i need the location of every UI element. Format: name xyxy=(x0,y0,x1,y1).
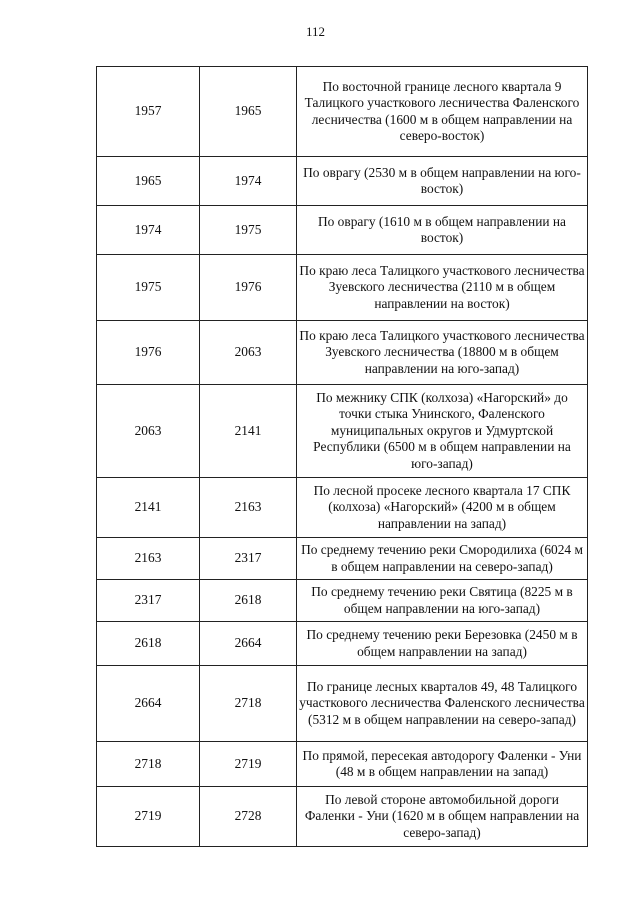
point-to-cell: 2141 xyxy=(200,385,297,478)
table-row xyxy=(97,157,588,206)
description-cell: По среднему течению реки Березовка (2450 м в общем направлении на запад) xyxy=(297,622,588,666)
point-to-cell: 2664 xyxy=(200,622,297,666)
point-to-cell: 2728 xyxy=(200,787,297,847)
point-to-cell: 2063 xyxy=(200,321,297,385)
point-to-cell: 2618 xyxy=(200,580,297,622)
point-from-cell: 2163 xyxy=(97,538,200,580)
point-from-cell: 1957 xyxy=(97,67,200,157)
table-row xyxy=(97,321,588,385)
point-to-cell: 1974 xyxy=(200,157,297,206)
description-cell: По прямой, пересекая автодорогу Фаленки - Уни (48 м в общем направлении на запад) xyxy=(297,742,588,787)
table-row xyxy=(97,478,588,538)
description-cell: По среднему течению реки Смородилиха (6024 м в общем направлении на северо-запад) xyxy=(297,538,588,580)
table-row xyxy=(97,742,588,787)
description-cell: По межнику СПК (колхоза) «Нагорский» до точки стыка Унинского, Фаленского муниципальных округов и Удмуртской Республики (6500 м в общем направлении на юго-запад) xyxy=(297,385,588,478)
table-row xyxy=(97,385,588,478)
description-cell: По лесной просеке лесного квартала 17 СПК (колхоза) «Нагорский» (4200 м в общем направлении на запад) xyxy=(297,478,588,538)
table-row xyxy=(97,580,588,622)
point-to-cell: 1965 xyxy=(200,67,297,157)
point-from-cell: 2063 xyxy=(97,385,200,478)
page-number: 112 xyxy=(305,24,326,39)
point-to-cell: 1975 xyxy=(200,206,297,255)
point-to-cell: 1976 xyxy=(200,255,297,321)
point-to-cell: 2719 xyxy=(200,742,297,787)
point-to-cell: 2317 xyxy=(200,538,297,580)
description-cell: По восточной границе лесного квартала 9 Талицкого участкового лесничества Фаленского лесничества (1600 м в общем направлении на северо-восток) xyxy=(297,67,588,157)
point-from-cell: 2317 xyxy=(97,580,200,622)
point-from-cell: 2719 xyxy=(97,787,200,847)
description-cell: По левой стороне автомобильной дороги Фаленки - Уни (1620 м в общем направлении на северо-запад) xyxy=(297,787,588,847)
description-cell: По оврагу (1610 м в общем направлении на восток) xyxy=(297,206,588,255)
description-cell: По среднему течению реки Святица (8225 м в общем направлении на юго-запад) xyxy=(297,580,588,622)
table-row xyxy=(97,255,588,321)
point-from-cell: 2141 xyxy=(97,478,200,538)
point-to-cell: 2163 xyxy=(200,478,297,538)
point-to-cell: 2718 xyxy=(200,666,297,742)
point-from-cell: 2718 xyxy=(97,742,200,787)
point-from-cell: 2664 xyxy=(97,666,200,742)
table-row xyxy=(97,622,588,666)
boundary-table xyxy=(96,66,588,847)
description-cell: По границе лесных кварталов 49, 48 Талицкого участкового лесничества Фаленского лесничества (5312 м в общем направлении на северо-запад) xyxy=(297,666,588,742)
table-row xyxy=(97,787,588,847)
description-cell: По краю леса Талицкого участкового лесничества Зуевского лесничества (2110 м в общем направлении на восток) xyxy=(297,255,588,321)
description-cell: По краю леса Талицкого участкового лесничества Зуевского лесничества (18800 м в общем направлении на юго-запад) xyxy=(297,321,588,385)
table-row xyxy=(97,206,588,255)
point-from-cell: 1965 xyxy=(97,157,200,206)
table-row xyxy=(97,538,588,580)
point-from-cell: 1975 xyxy=(97,255,200,321)
point-from-cell: 1976 xyxy=(97,321,200,385)
point-from-cell: 2618 xyxy=(97,622,200,666)
table-row xyxy=(97,67,588,157)
description-cell: По оврагу (2530 м в общем направлении на юго-восток) xyxy=(297,157,588,206)
point-from-cell: 1974 xyxy=(97,206,200,255)
table-row xyxy=(97,666,588,742)
